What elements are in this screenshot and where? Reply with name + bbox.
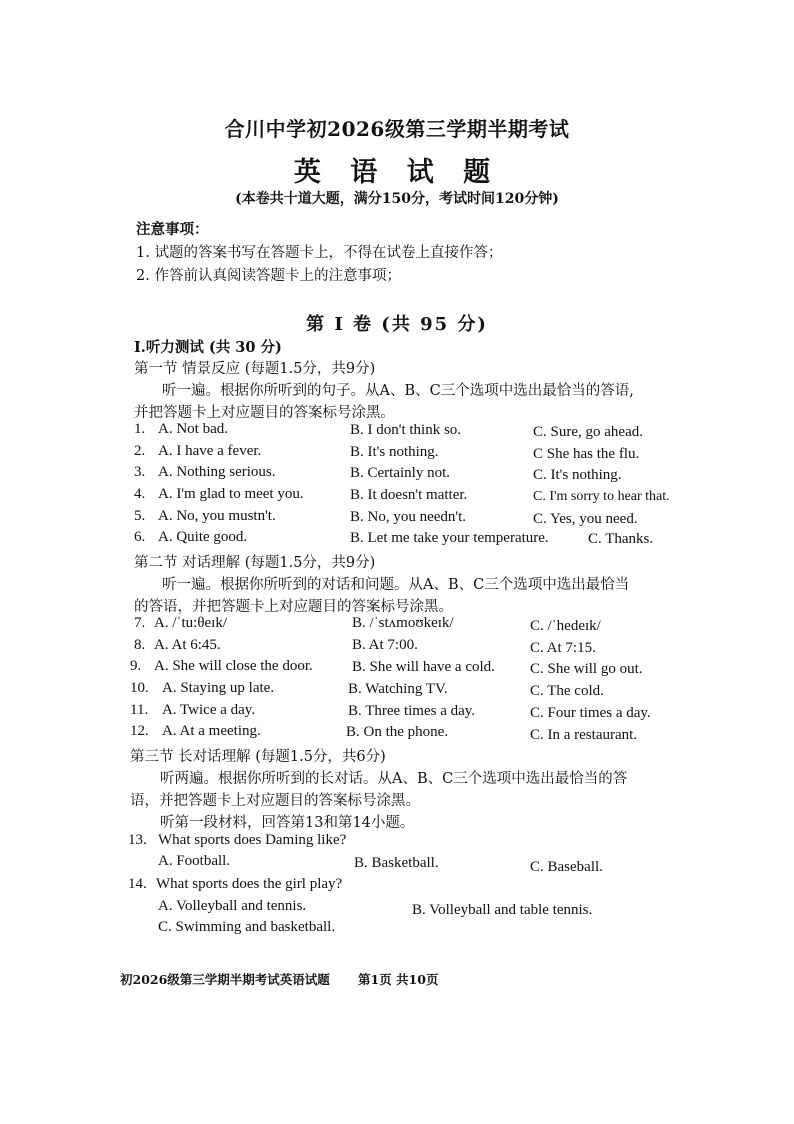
option-a: A. Football.: [158, 853, 231, 869]
question-number: 12.: [130, 723, 149, 739]
section1-instruction: 并把答题卡上对应题目的答案标号涂黑。: [134, 405, 395, 421]
option-b: B. No, you needn't.: [350, 509, 467, 525]
question-number: 5.: [134, 508, 146, 524]
subject-title: 英 语 试 题: [293, 157, 501, 188]
exam-info: (本卷共十道大题，满分150分，考试时间120分钟): [235, 191, 559, 207]
section2-instruction: 的答语，并把答题卡上对应题目的答案标号涂黑。: [134, 599, 453, 615]
option-c: C. Four times a day.: [530, 705, 651, 721]
option-a: A. At 6:45.: [154, 637, 221, 653]
option-a: A. At a meeting.: [162, 723, 261, 739]
option-a: A. Not bad.: [158, 421, 228, 437]
option-a: A. Staying up late.: [162, 680, 275, 696]
option-b: B. Three times a day.: [348, 703, 476, 719]
question-number: 9.: [130, 658, 142, 674]
section2-instruction: 听一遍。根据你所听到的对话和问题。从A、B、C三个选项中选出最恰当: [162, 577, 630, 593]
question-number: 8.: [134, 637, 146, 653]
option-b: B. Watching TV.: [348, 681, 448, 697]
question-number: 3.: [134, 464, 146, 480]
section2-title: 第二节 对话理解 (每题1.5分，共9分): [134, 555, 376, 571]
option-b: B. Let me take your temperature.: [350, 530, 549, 546]
question-number: 13.: [128, 832, 147, 848]
option-b: B. I don't think so.: [350, 422, 462, 438]
footer-title: 初2026级第三学期半期考试英语试题: [120, 972, 330, 987]
question-number: 7.: [134, 615, 146, 631]
option-a: A. I have a fever.: [158, 443, 262, 459]
section1-title: 第一节 情景反应 (每题1.5分，共9分): [134, 361, 376, 377]
option-b: B. Volleyball and table tennis.: [412, 902, 593, 918]
option-b: B. Certainly not.: [350, 465, 450, 481]
exam-school-title: 合川中学初2026级第三学期半期考试: [224, 117, 570, 141]
option-b: B. It doesn't matter.: [350, 487, 468, 503]
question-number: 14.: [128, 876, 147, 892]
option-c: C. Swimming and basketball.: [158, 919, 336, 935]
volume-title: 第 I 卷 (共 95 分): [306, 314, 488, 335]
section1-instruction: 听一遍。根据你所听到的句子。从A、B、C三个选项中选出最恰当的答语,: [162, 383, 634, 399]
question-number: 2.: [134, 443, 146, 459]
question-number: 10.: [130, 680, 149, 696]
option-c: C. She will go out.: [530, 661, 643, 677]
option-a: A. Quite good.: [158, 529, 248, 545]
option-a: A. /ˈtu:θeɪk/: [154, 615, 228, 631]
option-c: C. In a restaurant.: [530, 727, 638, 743]
option-a: A. I'm glad to meet you.: [158, 486, 304, 502]
option-c: C. The cold.: [530, 683, 604, 699]
option-b: B. At 7:00.: [352, 637, 418, 653]
question-number: 1.: [134, 421, 146, 437]
section3-title: 第三节 长对话理解 (每题1.5分，共6分): [130, 749, 386, 765]
section3-instruction: 语，并把答题卡上对应题目的答案标号涂黑。: [130, 793, 420, 809]
note-item: 2. 作答前认真阅读答题卡上的注意事项；: [136, 268, 401, 284]
option-a: A. Nothing serious.: [158, 464, 276, 480]
notes-heading: 注意事项：: [136, 221, 209, 238]
question-number: 4.: [134, 486, 146, 502]
option-b: B. Basketball.: [354, 855, 439, 871]
note-item: 1. 试题的答案书写在答题卡上，不得在试卷上直接作答；: [136, 245, 503, 261]
option-b: B. /ˈstʌmoʊkeɪk/: [352, 615, 454, 631]
question-stem: What sports does Daming like?: [158, 832, 347, 848]
option-c: C. /ˈhedeɪk/: [530, 618, 601, 634]
part1-title: Ⅰ.听力测试 (共 30 分): [134, 339, 282, 356]
option-a: A. She will close the door.: [154, 658, 313, 674]
option-c: C. It's nothing.: [533, 467, 622, 483]
section3-instruction: 听两遍。根据你所听到的长对话。从A、B、C三个选项中选出最恰当的答: [160, 771, 628, 787]
option-c: C. Baseball.: [530, 859, 603, 875]
option-c: C. At 7:15.: [530, 640, 596, 656]
option-c: C. Yes, you need.: [533, 511, 638, 527]
page-number: 第1页 共10页: [358, 972, 439, 987]
option-c: C She has the flu.: [533, 446, 640, 462]
question-number: 11.: [130, 702, 149, 718]
option-c: C. I'm sorry to hear that.: [533, 489, 670, 504]
question-number: 6.: [134, 529, 146, 545]
option-b: B. On the phone.: [346, 724, 449, 740]
option-a: A. No, you mustn't.: [158, 508, 276, 524]
option-a: A. Twice a day.: [162, 702, 256, 718]
question-stem: What sports does the girl play?: [156, 876, 343, 892]
option-b: B. She will have a cold.: [352, 659, 495, 675]
option-b: B. It's nothing.: [350, 444, 439, 460]
option-c: C. Thanks.: [588, 531, 654, 547]
option-a: A. Volleyball and tennis.: [158, 898, 307, 914]
material-note: 听第一段材料，回答第13和第14小题。: [160, 815, 415, 831]
option-c: C. Sure, go ahead.: [533, 424, 643, 440]
